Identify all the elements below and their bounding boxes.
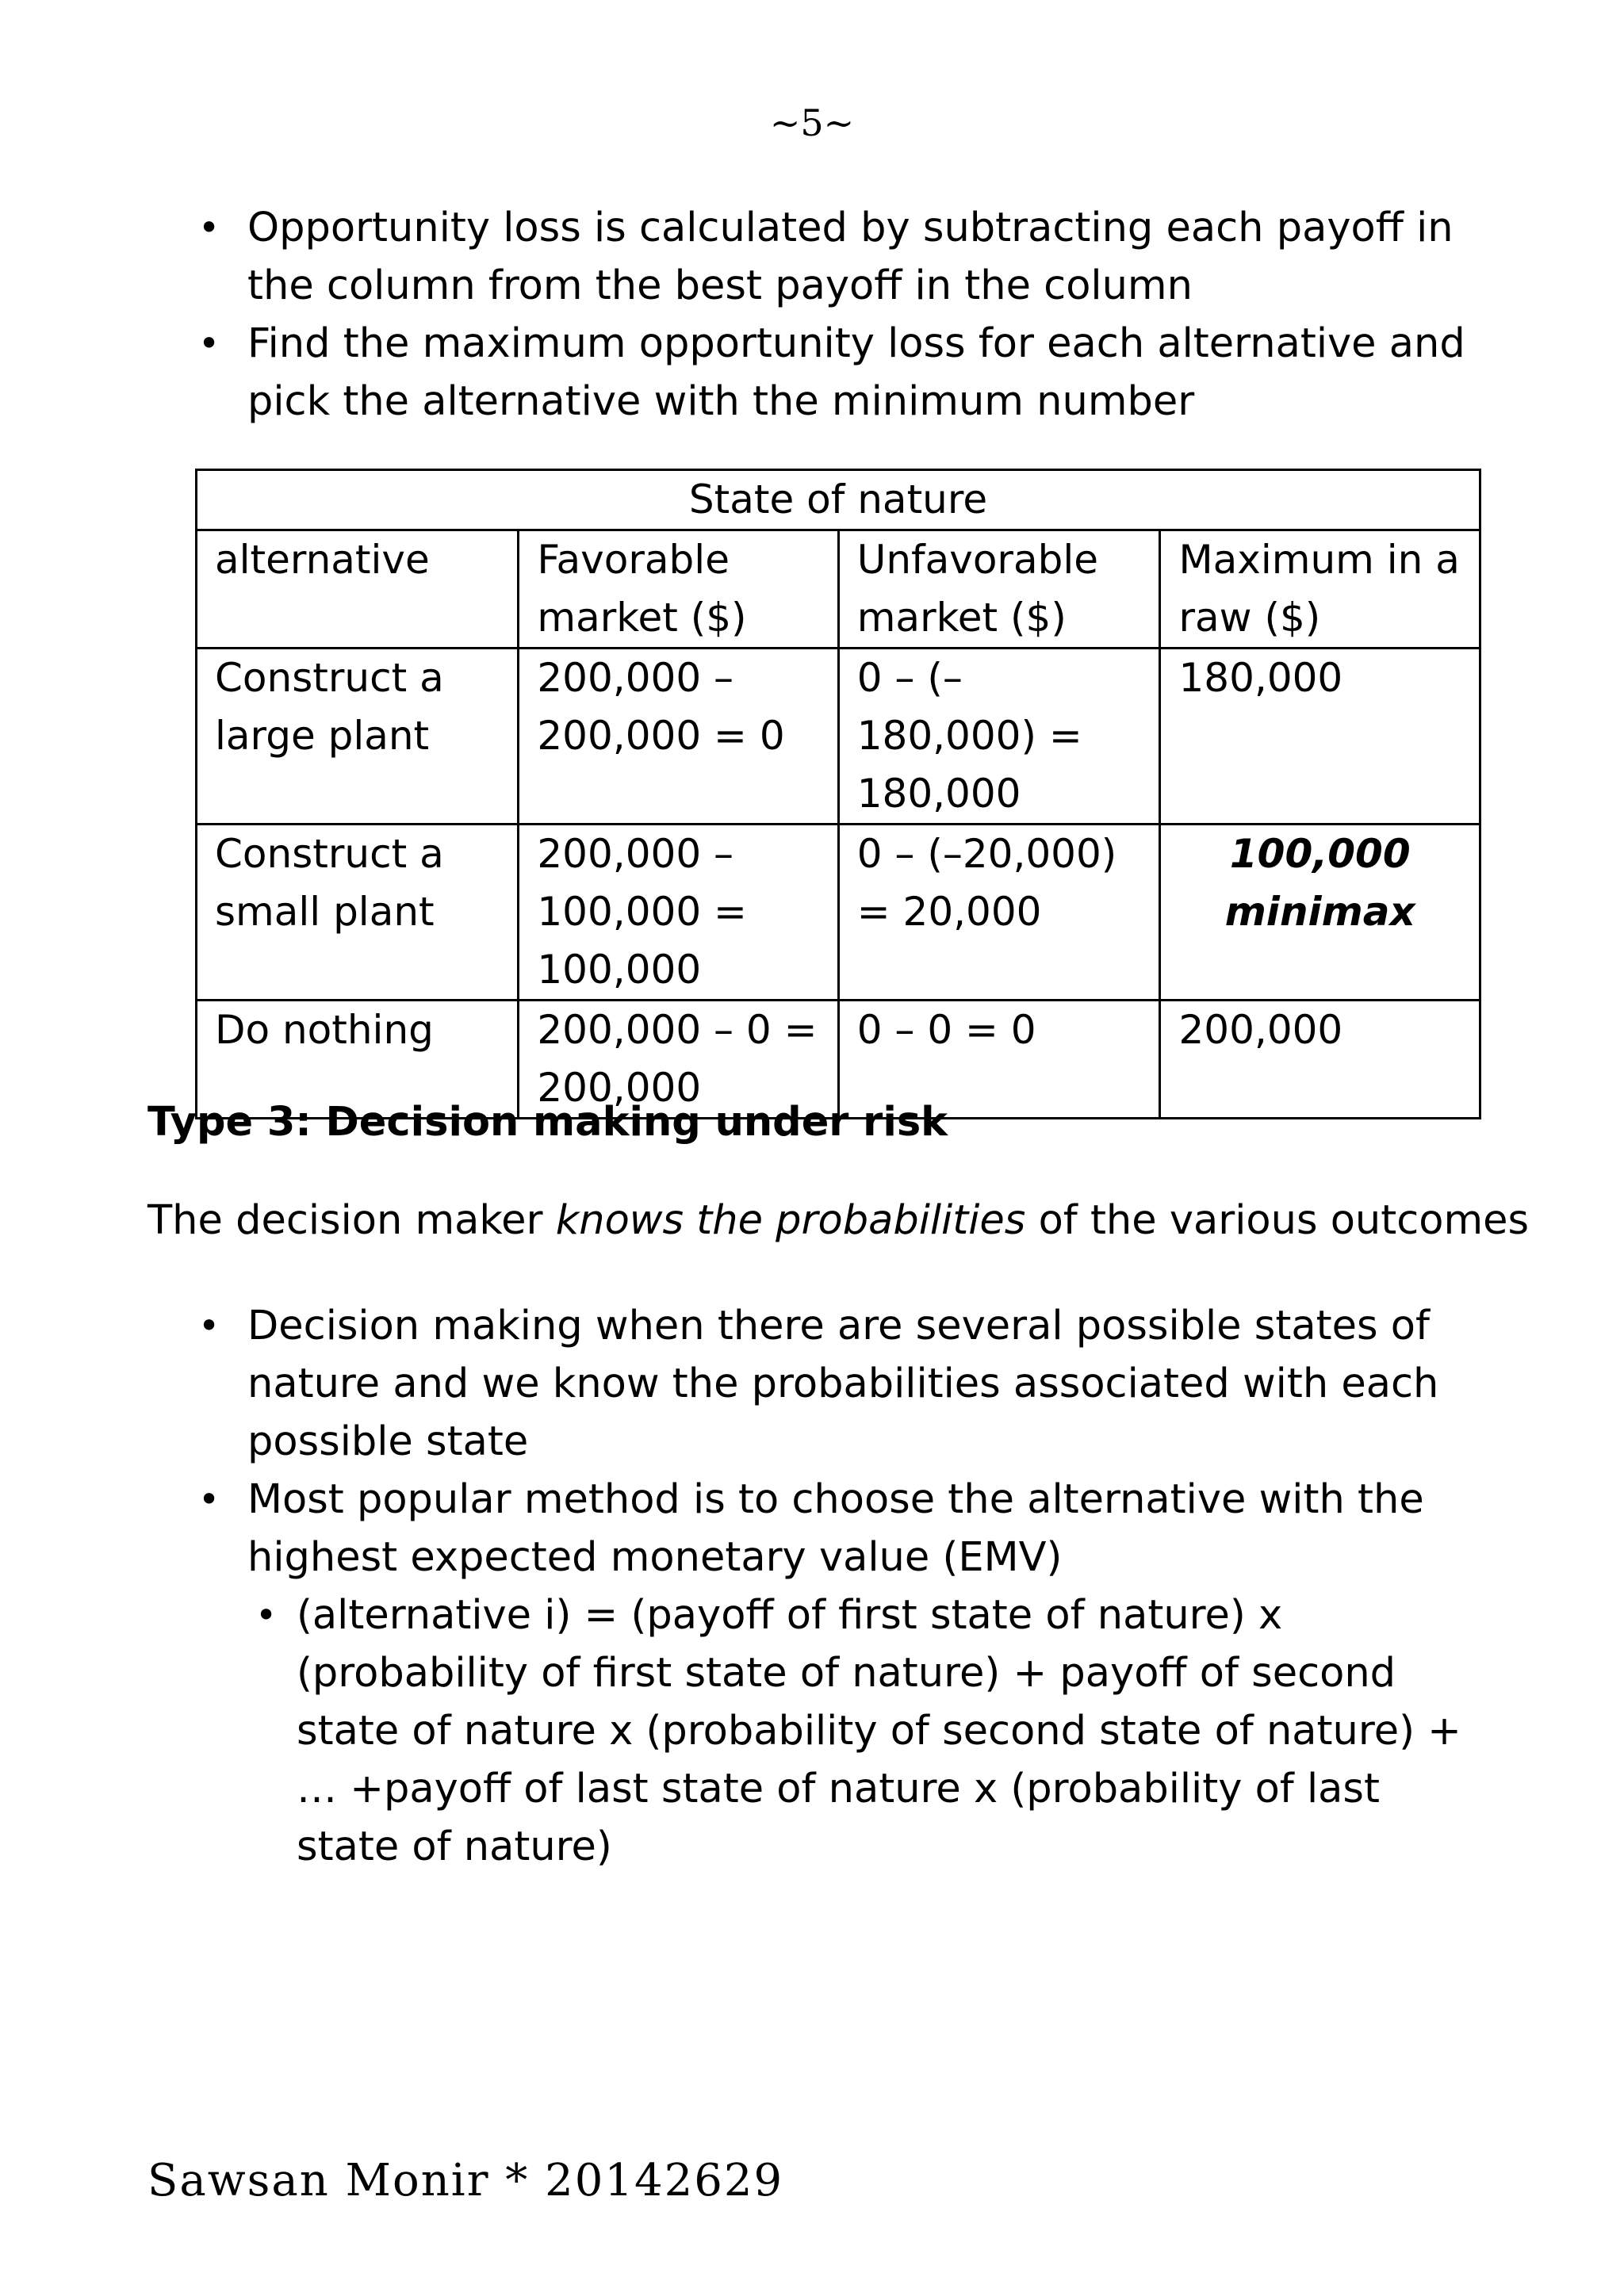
bullet-text: Most popular method is to choose the alternative with the highest expected monetary value (EMV) (247, 1476, 1424, 1581)
page-number: ~5~ (769, 101, 855, 144)
table-cell: Construct a small plant (197, 825, 519, 1001)
table-cell: 0 – (–20,000) = 20,000 (838, 825, 1160, 1001)
emv-sub-bullets (247, 1586, 1491, 1876)
bullet-item: • Opportunity loss is calculated by subtracting each payoff in the column from the best payoff in the column (190, 199, 1491, 315)
table-cell: 200,000 – 0 = 200,000 (519, 1001, 838, 1119)
table-row (197, 649, 1480, 825)
table-header-row (197, 530, 1480, 649)
table-cell: 0 – (–180,000) = 180,000 (838, 649, 1160, 825)
intro-emphasis: knows the probabilities (555, 1197, 1026, 1244)
author-footer: Sawsan Monir * 20142629 (147, 2155, 784, 2206)
table-group-header-row (197, 470, 1480, 530)
table-cell: Construct a large plant (197, 649, 519, 825)
group-header: State of nature (197, 470, 1480, 530)
bullet-item: • Find the maximum opportunity loss for each alternative and pick the alternative with the minimum number (190, 315, 1491, 430)
table-cell: 180,000 (1160, 649, 1480, 825)
sub-bullet-item: • (alternative i) = (payoff of first state of nature) x (probability of first state of nature) + payoff of second state of nature x (probability of second state of nature) + … +payoff of last state of nature x (probability of last state of nature) (247, 1586, 1491, 1876)
bullet-item (190, 1471, 1491, 1876)
table-row (197, 825, 1480, 1001)
table-cell: 200,000 – 100,000 = 100,000 (519, 825, 838, 1001)
column-header: Maximum in a raw ($) (1160, 530, 1480, 649)
column-header: alternative (197, 530, 519, 649)
column-header: Favorable market ($) (519, 530, 838, 649)
bullet-item: • Decision making when there are several possible states of nature and we know the probabilities associated with each possible state (190, 1297, 1491, 1471)
intro-text: of the various outcomes (1025, 1197, 1530, 1244)
opportunity-loss-table (195, 469, 1481, 1119)
intro-paragraph (147, 1197, 1529, 1244)
opportunity-loss-bullets (190, 199, 1491, 430)
minimax-cell: 100,000 minimax (1160, 825, 1480, 1001)
table-cell: 200,000 – 200,000 = 0 (519, 649, 838, 825)
table-cell: Do nothing (197, 1001, 519, 1119)
table-cell: 200,000 (1160, 1001, 1480, 1119)
intro-text: The decision maker (147, 1197, 556, 1244)
table-cell: 0 – 0 = 0 (838, 1001, 1160, 1119)
risk-bullets (190, 1297, 1491, 1876)
column-header: Unfavorable market ($) (838, 530, 1160, 649)
section-heading: Type 3: Decision making under risk (147, 1099, 948, 1146)
